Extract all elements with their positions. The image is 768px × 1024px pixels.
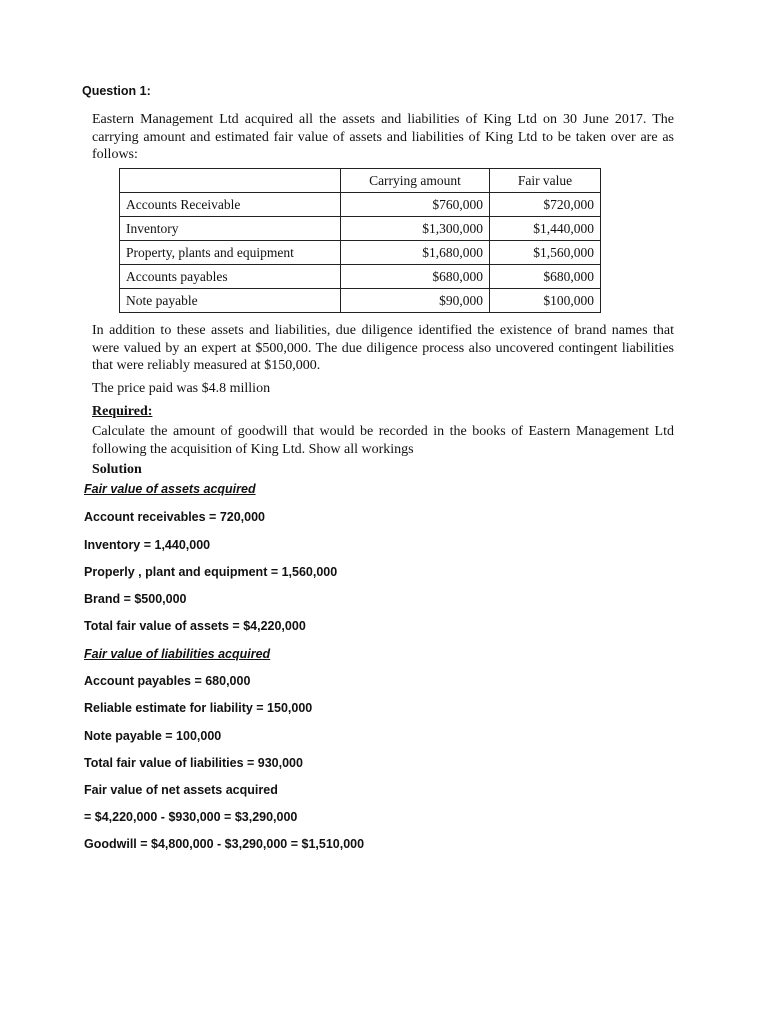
solution-line: Total fair value of liabilities = 930,000 (84, 756, 303, 770)
question-title: Question 1: (82, 84, 151, 98)
table-cell: $90,000 (341, 289, 490, 313)
solution-line: Reliable estimate for liability = 150,000 (84, 701, 313, 715)
solution-line: Total fair value of assets = $4,220,000 (84, 619, 306, 633)
liabilities-heading: Fair value of liabilities acquired (84, 647, 271, 661)
intro-paragraph: Eastern Management Ltd acquired all the assets and liabilities of King Ltd on 30 June 2017. The carrying amount and estimated fair value of assets and liabilities of King Ltd to be taken over are as follows: (92, 112, 674, 162)
required-heading: Required: (92, 404, 153, 419)
solution-heading: Solution (92, 462, 142, 477)
table-cell: Note payable (120, 289, 341, 313)
table-header (120, 169, 341, 193)
solution-line: Account payables = 680,000 (84, 674, 251, 688)
solution-line: Properly , plant and equipment = 1,560,000 (84, 565, 338, 579)
table-row (120, 265, 601, 289)
table-cell: Accounts payables (120, 265, 341, 289)
table-cell: $1,680,000 (341, 241, 490, 265)
table-cell: $680,000 (490, 265, 601, 289)
table-row (120, 217, 601, 241)
table-cell: $100,000 (490, 289, 601, 313)
table-header-row (120, 169, 601, 193)
addition-paragraph: In addition to these assets and liabilities, due diligence identified the existence of brand names that were valued by an expert at $500,000. The due diligence process also uncovered contingent liabilities that were reliably measured at $150,000. (92, 323, 674, 373)
table-cell: $1,440,000 (490, 217, 601, 241)
solution-line: Account receivables = 720,000 (84, 510, 266, 524)
table-cell: Inventory (120, 217, 341, 241)
required-text: Calculate the amount of goodwill that would be recorded in the books of Eastern Management Ltd following the acquisition of King Ltd. Show all workings (92, 424, 674, 457)
solution-line: Note payable = 100,000 (84, 729, 222, 743)
table-row (120, 193, 601, 217)
table-cell: Accounts Receivable (120, 193, 341, 217)
table-cell: $680,000 (341, 265, 490, 289)
values-table (119, 168, 601, 313)
solution-line: Inventory = 1,440,000 (84, 538, 211, 552)
table-cell: $760,000 (341, 193, 490, 217)
goodwill-result: Goodwill = $4,800,000 - $3,290,000 = $1,510,000 (84, 837, 365, 851)
table-row (120, 289, 601, 313)
table-cell: $1,300,000 (341, 217, 490, 241)
solution-line: Fair value of net assets acquired (84, 783, 278, 797)
table-cell: $1,560,000 (490, 241, 601, 265)
solution-line: = $4,220,000 - $930,000 = $3,290,000 (84, 810, 298, 824)
assets-heading: Fair value of assets acquired (84, 482, 256, 496)
price-text: The price paid was $4.8 million (92, 381, 271, 396)
table-header: Carrying amount (341, 169, 490, 193)
table-row (120, 241, 601, 265)
table-cell: $720,000 (490, 193, 601, 217)
solution-line: Brand = $500,000 (84, 592, 187, 606)
table-cell: Property, plants and equipment (120, 241, 341, 265)
table-header: Fair value (490, 169, 601, 193)
